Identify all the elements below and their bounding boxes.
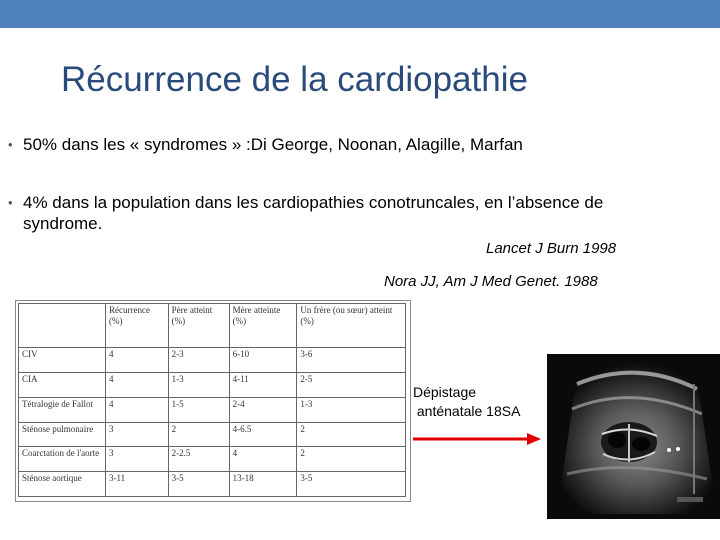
scan-label-line: anténatale 18SA <box>413 403 521 419</box>
bullet-text: 4% dans la population dans les cardiopathies conotruncales, en l’absence de syndrome. <box>23 193 604 233</box>
table-cell: 1-3 <box>168 373 229 398</box>
table-row <box>19 397 406 422</box>
table-header: Récurrence (%) <box>106 304 169 348</box>
table-cell: 6-10 <box>229 348 297 373</box>
table-cell: 2 <box>168 422 229 447</box>
scan-label-line: Dépistage <box>413 384 477 400</box>
top-accent-bar <box>0 0 720 28</box>
scan-label <box>413 383 553 421</box>
slide-title: Récurrence de la cardiopathie <box>61 60 528 99</box>
table-cell: 2-4 <box>229 397 297 422</box>
table-row <box>19 422 406 447</box>
bullet-text: 50% dans les « syndromes » :Di George, Noonan, Alagille, Marfan <box>23 135 523 154</box>
table-row <box>19 472 406 497</box>
table-cell: 13-18 <box>229 472 297 497</box>
reference-nora: Nora JJ, Am J Med Genet. 1988 <box>384 273 598 290</box>
table-cell: 3-6 <box>297 348 406 373</box>
table-cell: 3-5 <box>168 472 229 497</box>
table-row <box>19 373 406 398</box>
table-cell: Tétralogie de Fallot <box>19 397 106 422</box>
table-cell: 2-2.5 <box>168 447 229 472</box>
red-arrow-icon <box>413 431 543 447</box>
table-cell: 2 <box>297 422 406 447</box>
table-cell: Coarctation de l'aorte <box>19 447 106 472</box>
table-cell: CIA <box>19 373 106 398</box>
table-cell: Sténose pulmonaire <box>19 422 106 447</box>
table-cell: 4 <box>229 447 297 472</box>
table-cell: 4 <box>106 348 169 373</box>
table-cell: 2-3 <box>168 348 229 373</box>
table-corner-cell <box>19 304 106 348</box>
ultrasound-image <box>547 354 720 519</box>
table-cell: 4-11 <box>229 373 297 398</box>
table-cell: 1-3 <box>297 397 406 422</box>
reference-lancet: Lancet J Burn 1998 <box>486 240 617 257</box>
table-header: Père atteint (%) <box>168 304 229 348</box>
table-row <box>19 447 406 472</box>
table-cell: 3-11 <box>106 472 169 497</box>
table-cell: 3 <box>106 422 169 447</box>
table-cell: Sténose aortique <box>19 472 106 497</box>
table-cell: CIV <box>19 348 106 373</box>
table-cell: 2 <box>297 447 406 472</box>
table-cell: 4 <box>106 397 169 422</box>
recurrence-table <box>18 303 406 497</box>
bullet-dot: • <box>8 137 13 152</box>
bullet-syndromes <box>8 134 648 155</box>
bullet-population <box>8 192 608 234</box>
table-row <box>19 348 406 373</box>
bullet-dot: • <box>8 195 13 210</box>
table-cell: 1-5 <box>168 397 229 422</box>
table-header-row <box>19 304 406 348</box>
table-header: Un frère (ou sœur) atteint (%) <box>297 304 406 348</box>
table-cell: 3 <box>106 447 169 472</box>
table-cell: 2-5 <box>297 373 406 398</box>
table-cell: 3-5 <box>297 472 406 497</box>
table-cell: 4 <box>106 373 169 398</box>
table-header: Mère atteinte (%) <box>229 304 297 348</box>
table-cell: 4-6.5 <box>229 422 297 447</box>
